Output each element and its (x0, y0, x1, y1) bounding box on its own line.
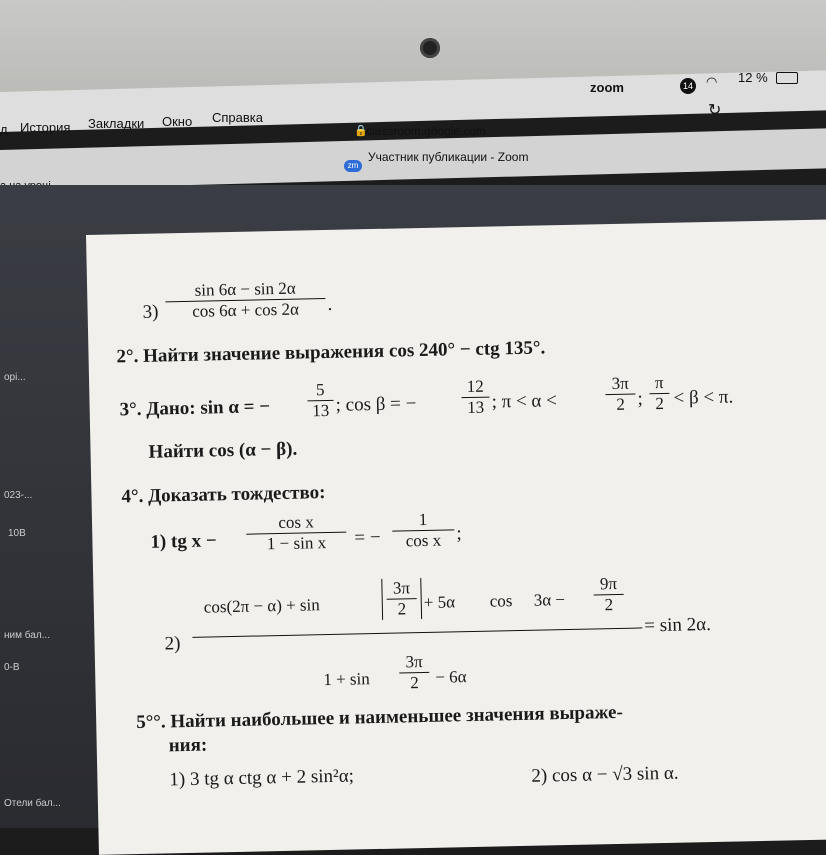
identity-2-denominator-start: 1 + sin (323, 669, 370, 690)
question-3-start: 3°. Дано: sin α = − (119, 396, 271, 421)
fraction-3pi-2-num (381, 578, 422, 620)
semicolon: ; (637, 388, 644, 410)
tab-title[interactable]: Участник публикации - Zoom (368, 150, 529, 164)
battery-icon[interactable] (776, 72, 798, 84)
fraction-12-13 (461, 377, 490, 419)
webcam (420, 38, 440, 58)
problem-3-fraction (165, 278, 326, 322)
numerator: sin 6α − sin 2α (194, 278, 296, 300)
identity-2-plus-5a: + 5α (423, 592, 456, 613)
fraction-3pi-2-den (399, 652, 430, 694)
fraction-9pi-2 (593, 574, 624, 616)
denominator: 1 − sin x (246, 532, 346, 555)
question-4: 4°. Доказать тождество: (121, 482, 326, 508)
menu-item-file[interactable]: д (0, 122, 8, 137)
question-5-2: 2) cos α − √3 sin α. (531, 762, 679, 787)
identity-2-numerator-start: cos(2π − α) + sin (203, 595, 320, 617)
denominator: 2 (594, 594, 624, 616)
main-fraction-line (192, 627, 642, 637)
numerator: 5 (315, 380, 325, 400)
denominator: 2 (649, 393, 669, 414)
denominator: 2 (399, 672, 429, 694)
side-label: 0-В (4, 662, 20, 673)
question-5-1: 1) 3 tg α ctg α + 2 sin²α; (169, 765, 355, 791)
problem-3-label: 3) (142, 301, 159, 323)
side-label: 10В (8, 528, 26, 539)
denominator: 2 (387, 598, 417, 620)
fraction-3pi-2 (605, 374, 636, 416)
fraction-5-13 (307, 380, 334, 422)
notification-icon[interactable]: 14 (680, 78, 696, 94)
semicolon: ; (456, 523, 462, 545)
identity-1-start: 1) tg x − (150, 530, 217, 553)
question-3-find: Найти cos (α − β). (148, 438, 298, 463)
menu-item-help[interactable]: Справка (212, 110, 263, 125)
reload-icon[interactable]: ↻ (708, 102, 722, 119)
battery-percent: 12 % (738, 70, 768, 85)
side-label: 023-... (4, 490, 33, 501)
numerator: 3π (611, 373, 629, 394)
lock-icon: 🔒 (354, 125, 368, 137)
fraction-pi-2 (649, 373, 670, 414)
identity-1-equals: = − (354, 526, 381, 549)
side-label: Отели бал... (4, 798, 61, 809)
menu-item-history[interactable]: История (20, 120, 71, 135)
wifi-icon[interactable]: ◠ (706, 74, 718, 89)
question-5-cont: ния: (168, 734, 208, 757)
question-3-cos: ; cos β = − (335, 393, 417, 416)
zoom-menu-icon[interactable]: zoom (590, 80, 624, 95)
period: . (327, 293, 333, 315)
question-3-end: < β < π. (673, 386, 734, 409)
identity-2-3a: 3α − (533, 590, 566, 610)
identity-2-cos: cos (489, 591, 513, 611)
question-5: 5°°. Найти наибольшее и наименьшее значения выраже- (136, 701, 624, 734)
denominator: 13 (461, 397, 489, 419)
fraction-cosx (246, 512, 347, 555)
side-label: орі... (4, 372, 26, 383)
numerator: 12 (466, 376, 484, 397)
identity-2-minus-6a: − 6α (435, 667, 467, 687)
numerator: cos x (278, 512, 314, 533)
identity-2-label: 2) (164, 633, 181, 655)
textbook-page (86, 219, 826, 855)
numerator: 3π (405, 652, 423, 672)
menu-item-window[interactable]: Окно (162, 114, 193, 129)
url-text[interactable]: classroom.google.com (366, 124, 487, 138)
numerator: 1 (418, 509, 428, 530)
menu-item-bookmarks[interactable]: Закладки (88, 116, 145, 131)
question-3-range: ; π < α < (491, 390, 558, 413)
side-label: ним бал... (4, 630, 50, 641)
fraction-1-cosx (392, 509, 455, 551)
question-2: 2°. Найти значение выражения cos 240° − ctg 135°. (116, 337, 546, 368)
denominator: 2 (605, 394, 635, 416)
denominator: cos x (392, 529, 454, 551)
numerator: 3π (392, 578, 411, 598)
numerator: π (654, 372, 664, 393)
denominator: cos 6α + cos 2α (165, 298, 325, 322)
numerator: 9π (599, 573, 618, 594)
denominator: 13 (308, 400, 334, 422)
identity-2-rhs: = sin 2α. (644, 614, 712, 637)
zoom-badge: zm (344, 160, 362, 172)
